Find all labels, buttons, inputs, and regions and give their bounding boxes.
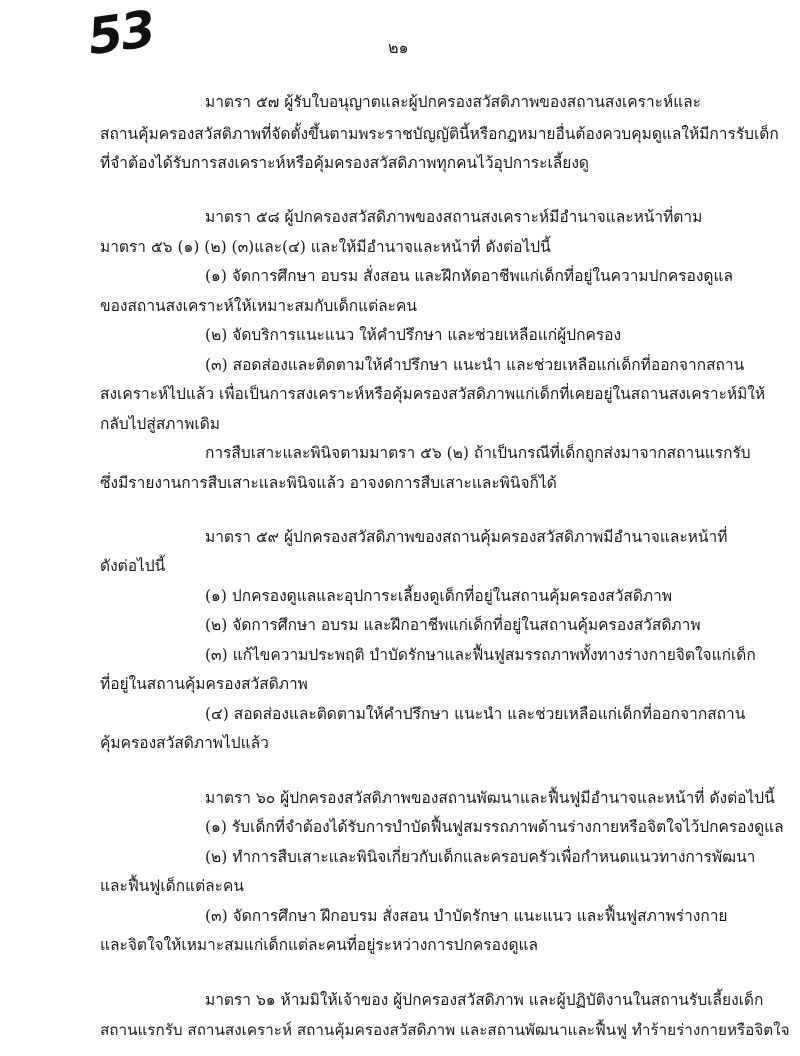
section-60-item: (๑) รับเด็กที่จำต้องได้รับการบำบัดฟื้นฟูสมรรถภาพด้านร่างกายหรือจิตใจไว้ปกครองดูแล [205,818,784,836]
section-60-line: และฟื้นฟูเด็กแต่ละคน [100,877,244,895]
section-60-item: (๓) จัดการศึกษา ฝึกอบรม สั่งสอน บำบัดรักษา แนะแนว และฟื้นฟูสภาพร่างกาย [205,907,728,925]
section-59-item: (๓) แก้ไขความประพฤติ บำบัดรักษาและฟื้นฟูสมรรถภาพทั้งทางร่างกายจิตใจแก่เด็ก [205,646,756,664]
section-58-line: กลับไปสู่สภาพเดิม [100,415,220,433]
section-59-line: ดังต่อไปนี้ [100,557,166,575]
section-58-paragraph: การสืบเสาะและพินิจตามมาตรา ๕๖ (๒) ถ้าเป็นกรณีที่เด็กถูกส่งมาจากสถานแรกรับ [205,444,751,462]
section-58-line: สงเคราะห์ไปแล้ว เพื่อเป็นการสงเคราะห์หรือคุ้มครองสวัสดิภาพแก่เด็กที่เคยอยู่ในสถานสงเคราะห์มิให้ [100,385,766,403]
section-59-line: ที่อยู่ในสถานคุ้มครองสวัสดิภาพ [100,675,308,693]
section-58-item: (๓) สอดส่องและติดตามให้คำปรึกษา แนะนำ และช่วยเหลือแก่เด็กที่ออกจากสถาน [205,356,745,374]
section-57-heading: มาตรา ๕๗ ผู้รับใบอนุญาตและผู้ปกครองสวัสดิภาพของสถานสงเคราะห์และ [205,93,702,111]
page-number: ๒๑ [388,38,409,57]
section-60-heading: มาตรา ๖๐ ผู้ปกครองสวัสดิภาพของสถานพัฒนาและฟื้นฟูมีอำนาจและหน้าที่ ดังต่อไปนี้ [205,789,775,807]
section-59-item: (๒) จัดการศึกษา อบรม และฝึกอาชีพแก่เด็กที่อยู่ในสถานคุ้มครองสวัสดิภาพ [205,616,701,634]
section-57-line: ที่จำต้องได้รับการสงเคราะห์หรือคุ้มครองสวัสดิภาพทุกคนไว้อุปการะเลี้ยงดู [100,154,589,172]
section-58-line: มาตรา ๕๖ (๑) (๒) (๓)และ(๔) และให้มีอำนาจและหน้าที่ ดังต่อไปนี้ [100,238,551,256]
section-58-item: (๒) จัดบริการแนะแนว ให้คำปรึกษา และช่วยเหลือแก่ผู้ปกครอง [205,326,622,344]
section-58-item: (๑) จัดการศึกษา อบรม สั่งสอน และฝึกหัดอาชีพแก่เด็กที่อยู่ในความปกครองดูแล [205,267,733,285]
section-58-line: ของสถานสงเคราะห์ให้เหมาะสมกับเด็กแต่ละคน [100,297,417,315]
handwritten-page-mark: 53 [84,0,158,67]
section-57-line: สถานคุ้มครองสวัสดิภาพที่จัดตั้งขึ้นตามพระราชบัญญัตินี้หรือกฎหมายอื่นต้องควบคุมดูแลให้มีการรับเด็ก [100,125,779,143]
section-59-item: (๔) สอดส่องและติดตามให้คำปรึกษา แนะนำ และช่วยเหลือแก่เด็กที่ออกจากสถาน [205,705,746,723]
section-60-line: และจิตใจให้เหมาะสมแก่เด็กแต่ละคนที่อยู่ระหว่างการปกครองดูแล [100,936,539,954]
section-58-line: ซึ่งมีรายงานการสืบเสาะและพินิจแล้ว อาจงดการสืบเสาะและพินิจก็ได้ [100,474,557,492]
section-61-heading: มาตรา ๖๑ ห้ามมิให้เจ้าของ ผู้ปกครองสวัสดิภาพ และผู้ปฏิบัติงานในสถานรับเลี้ยงเด็ก [205,991,764,1009]
section-60-item: (๒) ทำการสืบเสาะและพินิจเกี่ยวกับเด็กและครอบครัวเพื่อกำหนดแนวทางการพัฒนา [205,848,756,866]
section-59-item: (๑) ปกครองดูแลและอุปการะเลี้ยงดูเด็กที่อยู่ในสถานคุ้มครองสวัสดิภาพ [205,587,673,605]
section-58-heading: มาตรา ๕๘ ผู้ปกครองสวัสดิภาพของสถานสงเคราะห์มีอำนาจและหน้าที่ตาม [205,208,703,226]
section-59-line: คุ้มครองสวัสดิภาพไปแล้ว [100,734,269,752]
section-61-line: สถานแรกรับ สถานสงเคราะห์ สถานคุ้มครองสวัสดิภาพ และสถานพัฒนาและฟื้นฟู ทำร้ายร่างกายหรือจิตใจ [100,1021,790,1039]
section-59-heading: มาตรา ๕๙ ผู้ปกครองสวัสดิภาพของสถานคุ้มครองสวัสดิภาพมีอำนาจและหน้าที่ [205,528,728,546]
